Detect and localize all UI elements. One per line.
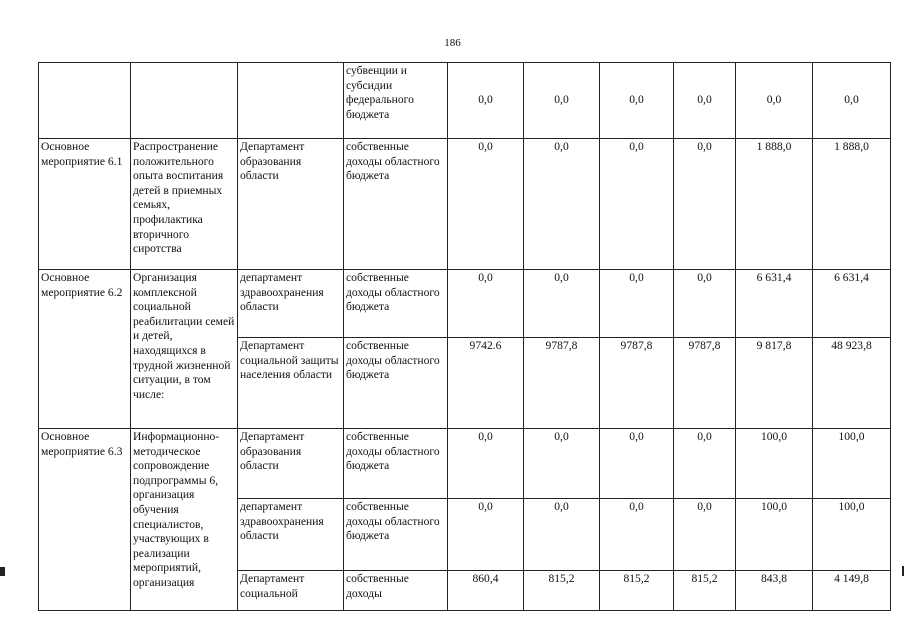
funding-source-cell: собственные доходы областного бюджета xyxy=(344,139,448,270)
value-cell: 0,0 xyxy=(674,139,736,270)
measure-name-cell: Распространение положительного опыта воспитания детей в приемных семьях, профилактика вторичного сиротства xyxy=(131,139,238,270)
measure-name-cell: Организация комплексной социальной реабилитации семей и детей, находящихся в трудной жизненной ситуации, в том числе: xyxy=(131,270,238,429)
measure-cell xyxy=(39,63,131,139)
value-cell: 0,0 xyxy=(600,270,674,338)
table-row xyxy=(39,63,891,139)
value-cell: 0,0 xyxy=(600,63,674,139)
value-cell: 100,0 xyxy=(736,499,813,571)
value-cell: 0,0 xyxy=(524,139,600,270)
value-cell: 815,2 xyxy=(600,571,674,611)
total-cell: 100,0 xyxy=(813,499,891,571)
value-cell: 815,2 xyxy=(674,571,736,611)
scan-edge-mark-right xyxy=(902,566,904,576)
department-cell: Департамент социальной xyxy=(238,571,344,611)
value-cell: 0,0 xyxy=(674,63,736,139)
budget-table xyxy=(38,62,891,611)
value-cell: 9787,8 xyxy=(600,338,674,429)
value-cell: 9742.6 xyxy=(448,338,524,429)
funding-source-cell: субвенции и субсидии федерального бюджета xyxy=(344,63,448,139)
value-cell: 0,0 xyxy=(448,499,524,571)
value-cell: 0,0 xyxy=(524,270,600,338)
total-cell: 1 888,0 xyxy=(813,139,891,270)
value-cell: 860,4 xyxy=(448,571,524,611)
funding-source-cell: собственные доходы xyxy=(344,571,448,611)
value-cell: 0,0 xyxy=(448,429,524,499)
value-cell: 100,0 xyxy=(736,429,813,499)
department-cell: Департамент образования области xyxy=(238,139,344,270)
funding-source-cell: собственные доходы областного бюджета xyxy=(344,338,448,429)
measure-cell: Основное мероприятие 6.3 xyxy=(39,429,131,611)
funding-source-cell: собственные доходы областного бюджета xyxy=(344,429,448,499)
page-number: 186 xyxy=(444,37,461,49)
value-cell: 9 817,8 xyxy=(736,338,813,429)
value-cell: 0,0 xyxy=(524,499,600,571)
department-cell: департамент здравоохранения области xyxy=(238,499,344,571)
department-cell xyxy=(238,63,344,139)
value-cell: 0,0 xyxy=(736,63,813,139)
total-cell: 48 923,8 xyxy=(813,338,891,429)
value-cell: 1 888,0 xyxy=(736,139,813,270)
value-cell: 843,8 xyxy=(736,571,813,611)
measure-name-cell: Информационно-методическое сопровождение подпрограммы 6, организация обучения специалистов, участвующих в реализации мероприятий, организация xyxy=(131,429,238,611)
funding-source-cell: собственные доходы областного бюджета xyxy=(344,270,448,338)
value-cell: 0,0 xyxy=(674,429,736,499)
table-row xyxy=(39,429,891,499)
department-cell: департамент здравоохранения области xyxy=(238,270,344,338)
measure-cell: Основное мероприятие 6.2 xyxy=(39,270,131,429)
total-cell: 4 149,8 xyxy=(813,571,891,611)
total-cell: 0,0 xyxy=(813,63,891,139)
value-cell: 0,0 xyxy=(674,499,736,571)
table-row xyxy=(39,139,891,270)
value-cell: 815,2 xyxy=(524,571,600,611)
measure-name-cell xyxy=(131,63,238,139)
total-cell: 100,0 xyxy=(813,429,891,499)
value-cell: 9787,8 xyxy=(524,338,600,429)
value-cell: 0,0 xyxy=(600,429,674,499)
value-cell: 0,0 xyxy=(600,499,674,571)
value-cell: 0,0 xyxy=(448,139,524,270)
value-cell: 0,0 xyxy=(448,63,524,139)
total-cell: 6 631,4 xyxy=(813,270,891,338)
value-cell: 0,0 xyxy=(448,270,524,338)
value-cell: 0,0 xyxy=(524,429,600,499)
funding-source-cell: собственные доходы областного бюджета xyxy=(344,499,448,571)
value-cell: 0,0 xyxy=(600,139,674,270)
value-cell: 9787,8 xyxy=(674,338,736,429)
department-cell: Департамент социальной защиты населения области xyxy=(238,338,344,429)
department-cell: Департамент образования области xyxy=(238,429,344,499)
measure-cell: Основное мероприятие 6.1 xyxy=(39,139,131,270)
value-cell: 0,0 xyxy=(674,270,736,338)
value-cell: 0,0 xyxy=(524,63,600,139)
scan-edge-mark xyxy=(0,567,5,576)
value-cell: 6 631,4 xyxy=(736,270,813,338)
table-row xyxy=(39,270,891,338)
